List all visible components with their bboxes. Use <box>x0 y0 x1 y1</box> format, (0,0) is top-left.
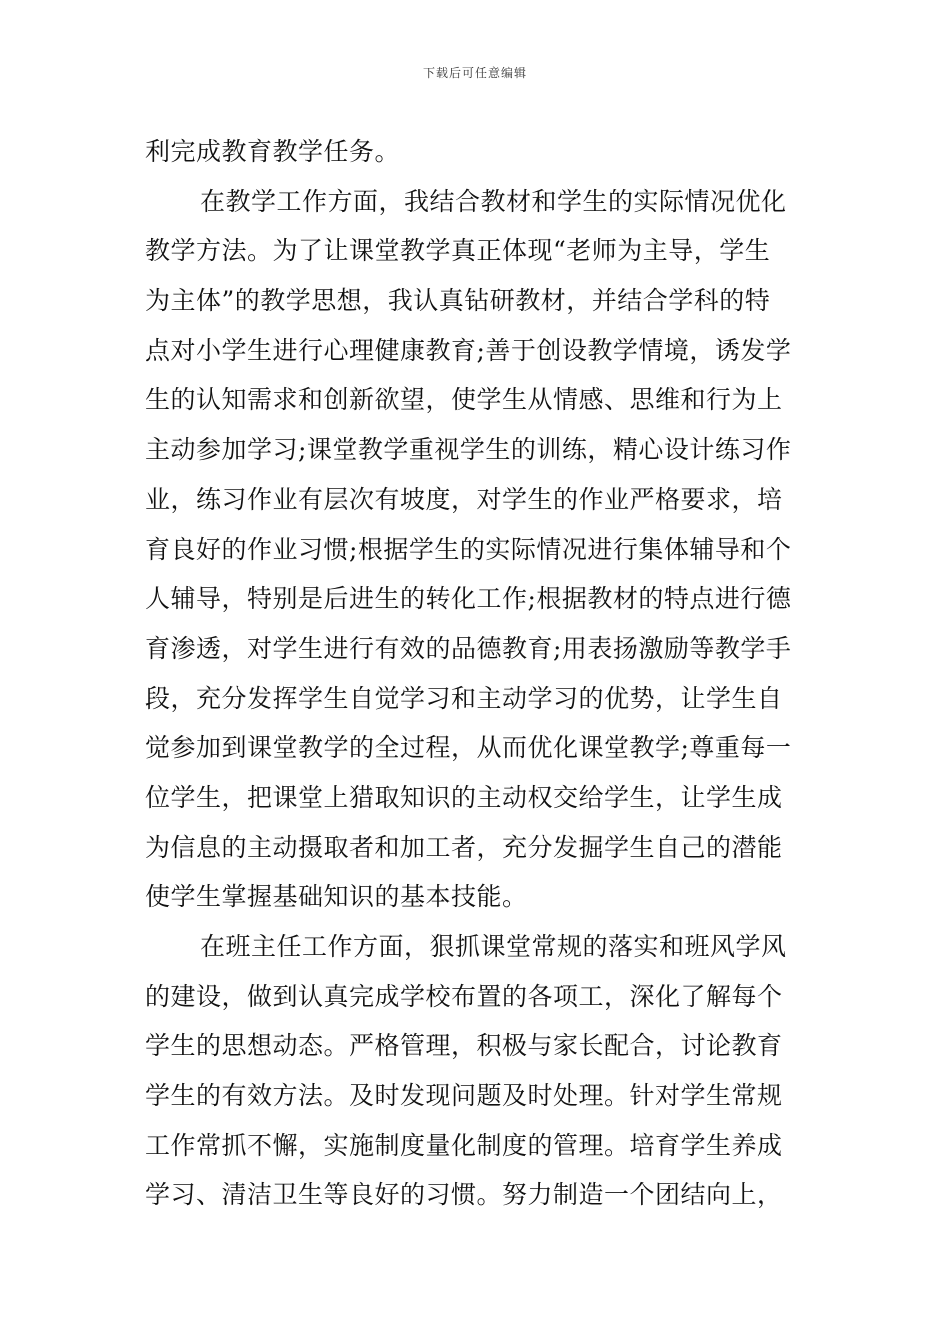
text-line: 利完成教育教学任务。 <box>145 137 401 166</box>
text-line: 教学方法。为了让课堂教学真正体现“老师为主导，学生 <box>145 236 771 266</box>
text-line: 学生的有效方法。及时发现问题及时处理。针对学生常规 <box>145 1081 783 1111</box>
text-line: 在班主任工作方面，狠抓课堂常规的落实和班风学风 <box>200 932 787 961</box>
text-line: 工作常抓不懈，实施制度量化制度的管理。培育学生养成 <box>145 1130 783 1160</box>
text-line: 位学生，把课堂上猎取知识的主动权交给学生，让学生成 <box>145 782 783 812</box>
text-line: 为主体”的教学思想，我认真钻研教材，并结合学科的特 <box>145 286 771 316</box>
text-line: 学生的思想动态。严格管理，积极与家长配合，讨论教育 <box>145 1031 783 1061</box>
text-line: 使学生掌握基础知识的基本技能。 <box>145 882 528 912</box>
text-line: 主动参加学习;课堂教学重视学生的训练，精心设计练习作 <box>145 435 792 465</box>
text-line: 为信息的主动摄取者和加工者，充分发掘学生自己的潜能 <box>145 832 783 862</box>
text-line: 生的认知需求和创新欲望，使学生从情感、思维和行为上 <box>145 385 783 415</box>
text-line: 人辅导，特别是后进生的转化工作;根据教材的特点进行德 <box>145 584 792 614</box>
page-header: 下载后可任意编辑 <box>422 66 527 80</box>
document-body <box>145 127 805 1220</box>
text-line: 点对小学生进行心理健康教育;善于创设教学情境，诱发学 <box>145 335 792 365</box>
text-line: 在教学工作方面，我结合教材和学生的实际情况优化 <box>200 186 787 216</box>
text-line: 学习、清洁卫生等良好的习惯。努力制造一个团结向上， <box>145 1180 783 1210</box>
text-line: 段，充分发挥学生自觉学习和主动学习的优势，让学生自 <box>145 683 783 713</box>
text-line: 觉参加到课堂教学的全过程，从而优化课堂教学;尊重每一 <box>145 733 792 763</box>
text-line: 的建设，做到认真完成学校布置的各项工，深化了解每个 <box>145 981 783 1011</box>
text-line: 育渗透，对学生进行有效的品德教育;用表扬激励等教学手 <box>145 633 792 663</box>
text-line: 育良好的作业习惯;根据学生的实际情况进行集体辅导和个 <box>145 534 792 564</box>
text-line: 业，练习作业有层次有坡度，对学生的作业严格要求，培 <box>145 484 783 514</box>
